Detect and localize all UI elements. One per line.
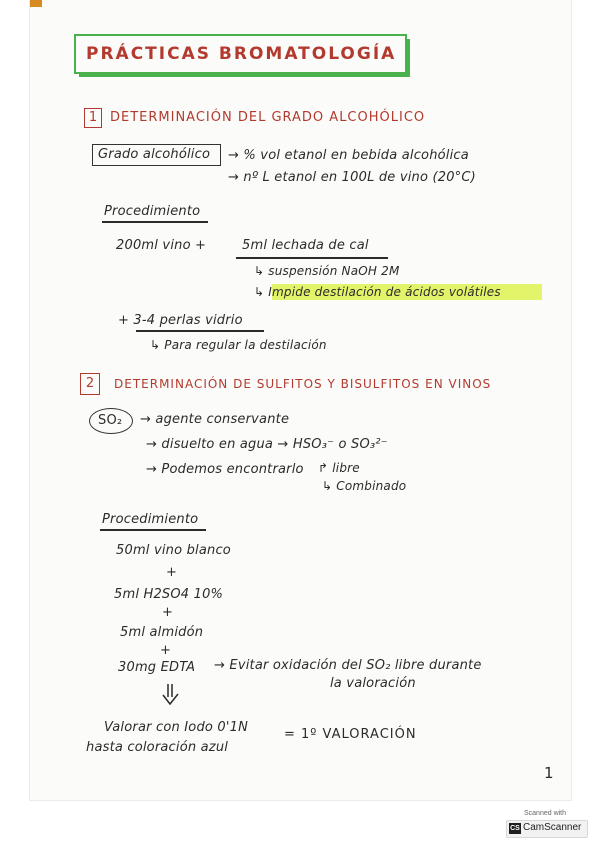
valorar-line-a: Valorar con Iodo 0'1N [104,720,249,735]
double-arrow-down-icon [160,682,182,708]
valorar-line-b: hasta coloración azul [86,740,229,755]
step-edta: 30mg EDTA [118,660,196,675]
edta-note-b: la valoración [330,676,416,691]
procedure-2-underline [100,529,206,531]
so2-line-2: → disuelto en agua → HSO₃⁻ o SO₃²⁻ [146,437,388,452]
section-2-heading: DETERMINACIÓN DE SULFITOS Y BISULFITOS EN VINOS [114,377,492,391]
procedure-1-underline [102,221,208,223]
edta-note-a: → Evitar oxidación del SO₂ libre durante [214,658,482,673]
so2-label: SO₂ [98,413,123,428]
section-1-number: 1 [84,108,102,128]
mix-underline [236,257,388,259]
perlas-underline [136,330,264,332]
step-acid: 5ml H2SO4 10% [114,587,224,602]
step-starch: 5ml almidón [120,625,204,640]
plus-1: + [166,565,178,580]
definition-2: → nº L etanol en 100L de vino (20°C) [228,170,476,185]
state-combined: ↳ Combinado [322,479,407,493]
mix-right: 5ml lechada de cal [242,238,369,253]
mix-left: 200ml vino + [116,238,207,253]
scanner-caption: Scanned with [523,810,567,817]
section-1-heading: DETERMINACIÓN DEL GRADO ALCOHÓLICO [110,110,426,125]
procedure-label-2: Procedimiento [102,512,199,527]
note-impide: ↳ Impide destilación de ácidos volátiles [254,285,501,299]
state-free: ↱ libre [318,461,360,475]
plus-3: + [160,643,172,658]
camscanner-watermark [502,810,588,840]
term-grado-alcoholico: Grado alcohólico [98,147,211,162]
page-corner-tab [30,0,42,7]
page-title: PRÁCTICAS BROMATOLOGÍA [86,44,397,64]
definition-1: → % vol etanol en bebida alcohólica [228,148,469,163]
section-2-number: 2 [80,373,100,395]
step-wine: 50ml vino blanco [116,543,231,558]
scanner-badge [506,820,588,838]
page-number: 1 [544,764,554,782]
procedure-label-1: Procedimiento [104,204,201,219]
plus-2: + [162,605,174,620]
result-valoracion: = 1º VALORACIÓN [284,727,417,742]
scanner-brand: CamScanner [523,822,582,833]
so2-line-1: → agente conservante [140,412,290,427]
note-suspension: ↳ suspensión NaOH 2M [254,264,400,278]
camscanner-logo-icon: CS [510,825,520,832]
note-regular: ↳ Para regular la destilación [150,338,327,352]
extra-perlas: + 3-4 perlas vidrio [118,313,243,328]
so2-line-3: → Podemos encontrarlo [146,462,304,477]
